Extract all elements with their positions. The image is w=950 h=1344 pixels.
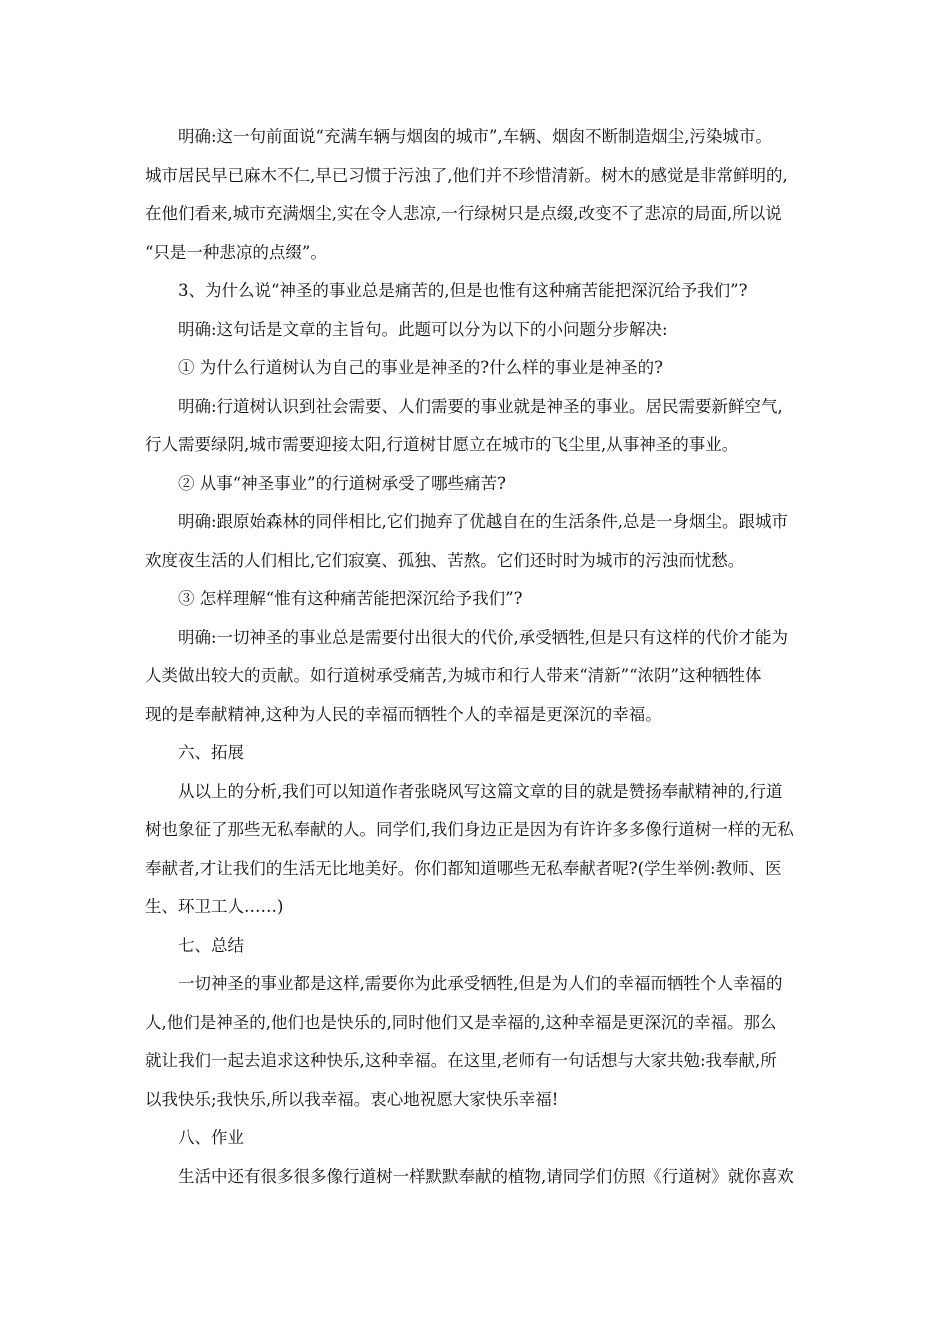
paragraph-line: 明确:行道树认识到社会需要、人们需要的事业就是神圣的事业。居民需要新鲜空气, xyxy=(178,396,783,416)
paragraph-line: 一切神圣的事业都是这样,需要你为此承受牺牲,但是为人们的幸福而牺牲个人幸福的 xyxy=(178,974,783,993)
paragraph-line: 城市居民早已麻木不仁,早已习惯于污浊了,他们并不珍惜清新。树木的感觉是非常鲜明的, xyxy=(145,165,788,185)
question-line: 3、为什么说“神圣的事业总是痛苦的,但是也惟有这种痛苦能把深沉给予我们”? xyxy=(178,281,748,300)
paragraph-line: 欢度夜生活的人们相比,它们寂寞、孤独、苦熬。它们还时时为城市的污浊而忧愁。 xyxy=(145,550,745,570)
paragraph-line: 行人需要绿阴,城市需要迎接太阳,行道树甘愿立在城市的飞尘里,从事神圣的事业。 xyxy=(145,435,739,454)
paragraph-line: 就让我们一起去追求这种快乐,这种幸福。在这里,老师有一句话想与大家共勉:我奉献,所 xyxy=(145,1051,777,1070)
paragraph-line: 明确:跟原始森林的同伴相比,它们抛弃了优越自在的生活条件,总是一身烟尘。跟城市 xyxy=(178,512,789,531)
sub-question-line: ② 从事“神圣事业”的行道树承受了哪些痛苦? xyxy=(178,473,506,493)
paragraph-line: 生活中还有很多很多像行道树一样默默奉献的植物,请同学们仿照《行道树》就你喜欢 xyxy=(178,1166,794,1186)
paragraph-line: 以我快乐;我快乐,所以我幸福。衷心地祝愿大家快乐幸福! xyxy=(145,1089,559,1109)
sub-question-line: ① 为什么行道树认为自己的事业是神圣的?什么样的事业是神圣的? xyxy=(178,358,663,377)
paragraph-line: 生、环卫工人……) xyxy=(145,897,284,916)
paragraph-line: 人类做出较大的贡献。如行道树承受痛苦,为城市和行人带来“清新”“浓阴”这种牺牲体 xyxy=(145,666,762,685)
paragraph-line: 现的是奉献精神,这种为人民的幸福而牺牲个人的幸福是更深沉的幸福。 xyxy=(145,704,662,724)
paragraph-line: 明确:一切神圣的事业总是需要付出很大的代价,承受牺牲,但是只有这样的代价才能为 xyxy=(178,627,789,647)
document-body xyxy=(145,118,809,1196)
paragraph-line: 树也象征了那些无私奉献的人。同学们,我们身边正是因为有许许多多像行道树一样的无私 xyxy=(145,820,794,839)
paragraph-line: 人,他们是神圣的,他们也是快乐的,同时他们又是幸福的,这种幸福是更深沉的幸福。那么 xyxy=(145,1012,777,1032)
section-heading: 七、总结 xyxy=(178,935,244,955)
section-heading: 六、拓展 xyxy=(178,743,244,762)
paragraph-line: 奉献者,才让我们的生活无比地美好。你们都知道哪些无私奉献者呢?(学生举例:教师、医 xyxy=(145,858,782,878)
sub-question-line: ③ 怎样理解“惟有这种痛苦能把深沉给予我们”? xyxy=(178,589,523,608)
paragraph-line: 明确:这句话是文章的主旨句。此题可以分为以下的小问题分步解决: xyxy=(178,319,668,339)
paragraph-line: 在他们看来,城市充满烟尘,实在令人悲凉,一行绿树只是点缀,改变不了悲凉的局面,所以说 xyxy=(145,204,782,223)
paragraph-line: “只是一种悲凉的点缀”。 xyxy=(145,242,327,262)
section-heading: 八、作业 xyxy=(178,1128,244,1147)
paragraph-line: 从以上的分析,我们可以知道作者张晓风写这篇文章的目的就是赞扬奉献精神的,行道 xyxy=(178,781,783,801)
paragraph-line: 明确:这一句前面说“充满车辆与烟囱的城市”,车辆、烟囱不断制造烟尘,污染城市。 xyxy=(178,127,772,146)
